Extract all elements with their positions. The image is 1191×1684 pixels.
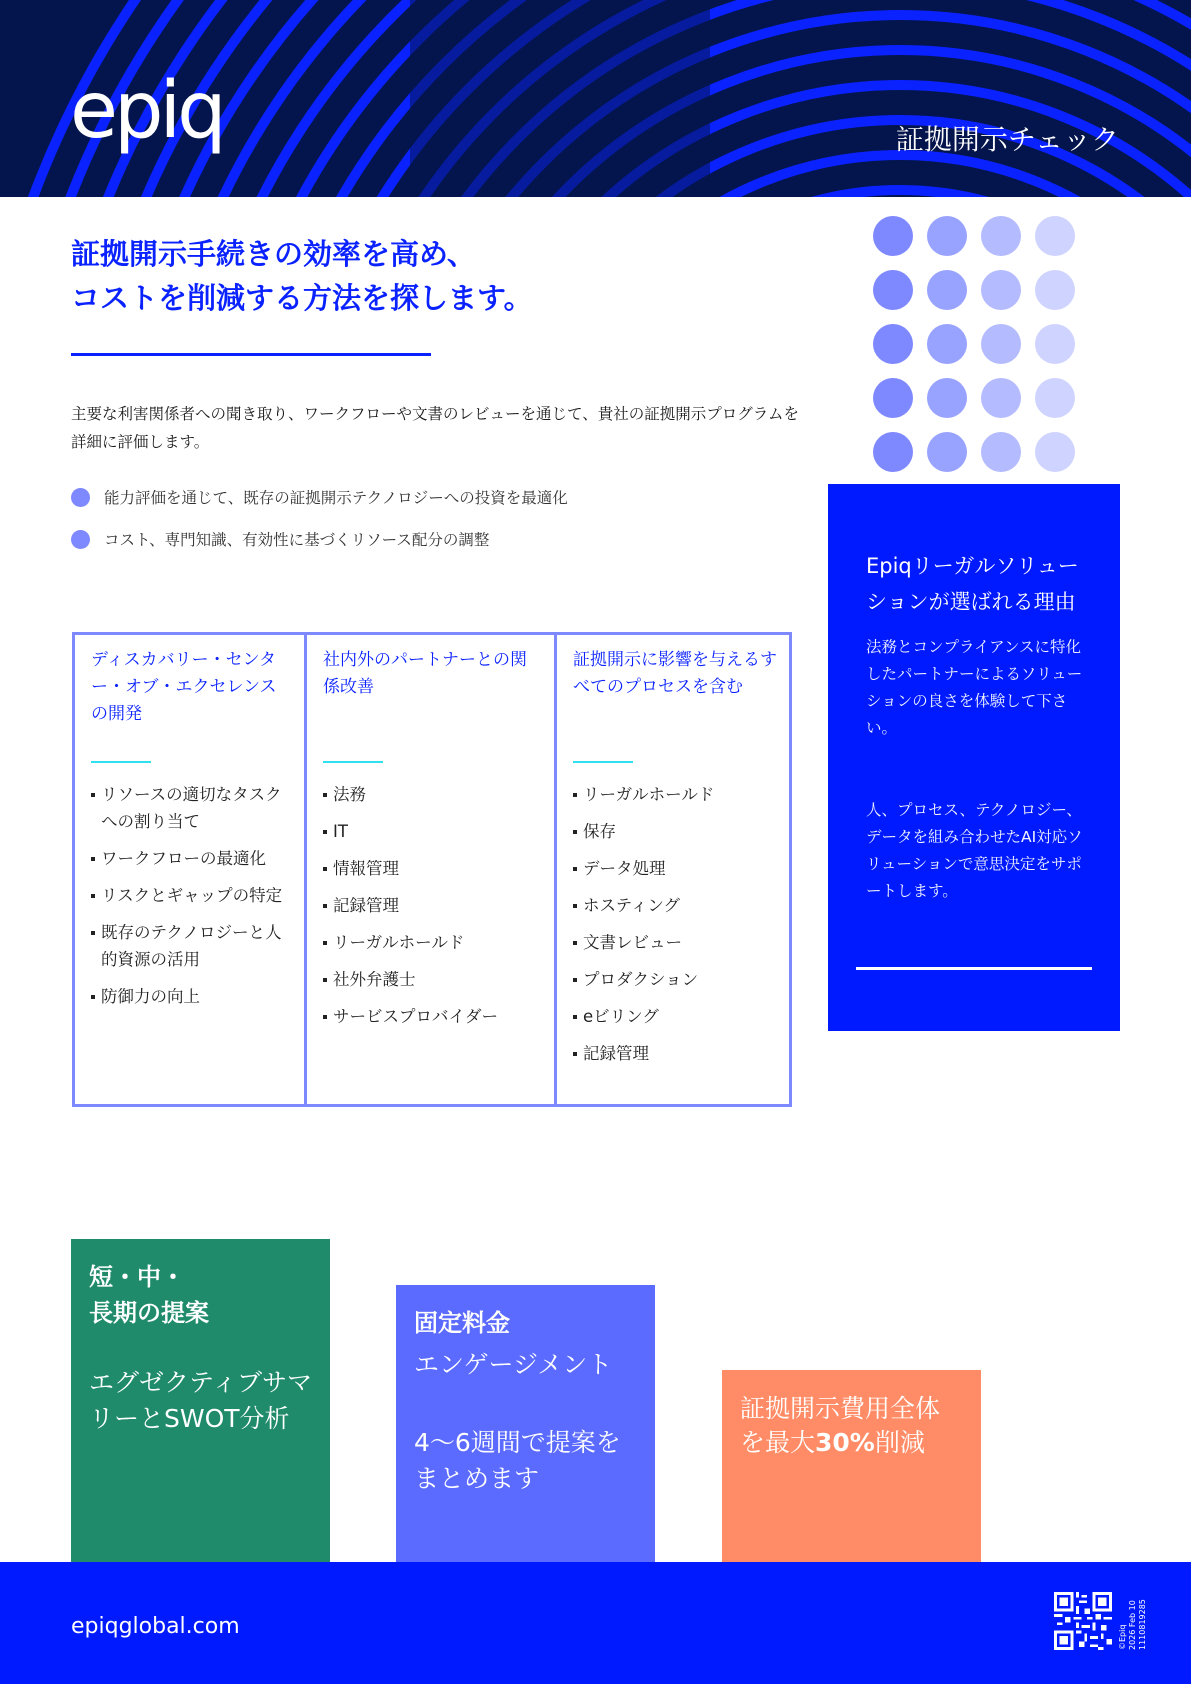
dot-icon	[927, 378, 967, 418]
list-item: リソースの適切なタスクへの割り当て	[91, 781, 292, 835]
proposal-timeline-card	[71, 1239, 330, 1562]
headline-line-1: 証拠開示手続きの効率を高め、	[71, 237, 476, 271]
dot-icon	[1035, 270, 1075, 310]
dot-icon	[873, 270, 913, 310]
card-title	[89, 1259, 312, 1331]
dot-icon	[873, 216, 913, 256]
list-item: ホスティング	[573, 892, 777, 919]
dot-icon	[873, 378, 913, 418]
card-title-post: 削減	[874, 1428, 925, 1457]
list-item: 既存のテクノロジーと人的資源の活用	[91, 919, 292, 973]
bullet-dot-icon	[71, 530, 90, 549]
dot-icon	[981, 324, 1021, 364]
why-epiq-title: Epiqリーガルソリューションが選ばれる理由	[866, 554, 1079, 614]
card-title-line-1: 短・中・	[89, 1263, 185, 1291]
column-list	[323, 781, 542, 1030]
headline	[71, 232, 751, 320]
list-item: サービスプロバイダー	[323, 1003, 542, 1030]
document-meta	[1118, 1590, 1148, 1650]
intro-bullet	[71, 518, 801, 560]
bullet-dot-icon	[71, 488, 90, 507]
list-item: 記録管理	[323, 892, 542, 919]
list-item: リーガルホールド	[323, 929, 542, 956]
focus-column-processes	[554, 635, 789, 1104]
list-item: プロダクション	[573, 966, 777, 993]
card-title-pre: 証拠開示費用全体を最大	[740, 1394, 941, 1457]
epiq-logo[interactable]: epiq	[70, 66, 223, 156]
list-item: データ処理	[573, 855, 777, 882]
headline-divider	[71, 353, 431, 356]
list-item: 保存	[573, 818, 777, 845]
focus-areas-grid	[72, 632, 792, 1107]
card-title: 固定料金	[414, 1309, 510, 1337]
list-item: 社外弁護士	[323, 966, 542, 993]
dot-icon	[873, 432, 913, 472]
dot-icon	[927, 270, 967, 310]
focus-column-partners	[304, 635, 554, 1104]
card-title	[740, 1392, 963, 1460]
dot-icon	[1035, 432, 1075, 472]
intro-bullet-text: コスト、専門知識、有効性に基づくリソース配分の調整	[104, 531, 490, 549]
why-epiq-paragraph-1: 法務とコンプライアンスに特化したパートナーによるソリューションの良さを体験して下さい。	[866, 638, 1083, 737]
intro-paragraph: 主要な利害関係者への聞き取り、ワークフローや文書のレビューを通じて、貴社の証拠開示プログラムを詳細に評価します。	[71, 405, 800, 451]
headline-line-2: コストを削減する方法を探します。	[71, 281, 533, 315]
document-code: 1110819285	[1138, 1599, 1147, 1650]
dot-icon	[927, 324, 967, 364]
card-subtitle: エグゼクティブサマリーとSWOT分析	[89, 1368, 313, 1433]
dot-icon	[1035, 216, 1075, 256]
card-title-line-2: 長期の提案	[89, 1299, 209, 1327]
copyright: ©Epiq	[1118, 1624, 1127, 1650]
document-title: 証拠開示チェック	[895, 123, 1119, 156]
focus-column-discovery-coe	[75, 635, 304, 1104]
card-title-line-2: エンゲージメント	[414, 1350, 613, 1379]
intro-bullet-text: 能力評価を通じて、既存の証拠開示テクノロジーへの投資を最適化	[104, 489, 568, 507]
column-list	[573, 781, 777, 1067]
column-title: ディスカバリー・センター・オブ・エクセレンスの開発	[91, 650, 277, 724]
dot-icon	[981, 270, 1021, 310]
list-item: 文書レビュー	[573, 929, 777, 956]
dot-icon	[927, 432, 967, 472]
column-accent-rule	[323, 761, 383, 763]
dot-icon	[981, 216, 1021, 256]
dot-grid-decoration	[873, 216, 1093, 476]
list-item: 記録管理	[573, 1040, 777, 1067]
website-link[interactable]: epiqglobal.com	[71, 1614, 240, 1639]
fixed-fee-card	[396, 1285, 655, 1562]
column-accent-rule	[91, 761, 151, 763]
why-epiq-paragraph-2: 人、プロセス、テクノロジー、データを組み合わせたAI対応ソリューションで意思決定をサポートします。	[866, 801, 1083, 900]
list-item: 法務	[323, 781, 542, 808]
publish-date: 2026 Feb 10	[1128, 1600, 1137, 1650]
footer	[0, 1562, 1191, 1684]
intro-bullet-list	[71, 476, 801, 560]
list-item: 防御力の向上	[91, 983, 292, 1010]
list-item: IT	[323, 818, 542, 845]
card-subtitle: 4〜6週間で提案をまとめます	[414, 1428, 621, 1493]
column-title: 社内外のパートナーとの関係改善	[323, 650, 527, 697]
qr-code-icon[interactable]	[1054, 1592, 1112, 1650]
dot-icon	[981, 378, 1021, 418]
column-title: 証拠開示に影響を与えるすべてのプロセスを含む	[573, 650, 777, 697]
dot-icon	[873, 324, 913, 364]
list-item: eビリング	[573, 1003, 777, 1030]
dot-icon	[981, 432, 1021, 472]
cost-reduction-card	[722, 1370, 981, 1562]
dot-icon	[927, 216, 967, 256]
column-accent-rule	[573, 761, 633, 763]
column-list	[91, 781, 292, 1010]
why-epiq-panel	[828, 484, 1120, 1031]
list-item: リーガルホールド	[573, 781, 777, 808]
card-title-percent: 30%	[815, 1428, 875, 1457]
dot-icon	[1035, 378, 1075, 418]
header-banner	[0, 0, 1191, 197]
list-item: ワークフローの最適化	[91, 845, 292, 872]
list-item: リスクとギャップの特定	[91, 882, 292, 909]
why-epiq-divider	[856, 967, 1092, 970]
list-item: 情報管理	[323, 855, 542, 882]
dot-icon	[1035, 324, 1075, 364]
intro-bullet	[71, 476, 801, 518]
